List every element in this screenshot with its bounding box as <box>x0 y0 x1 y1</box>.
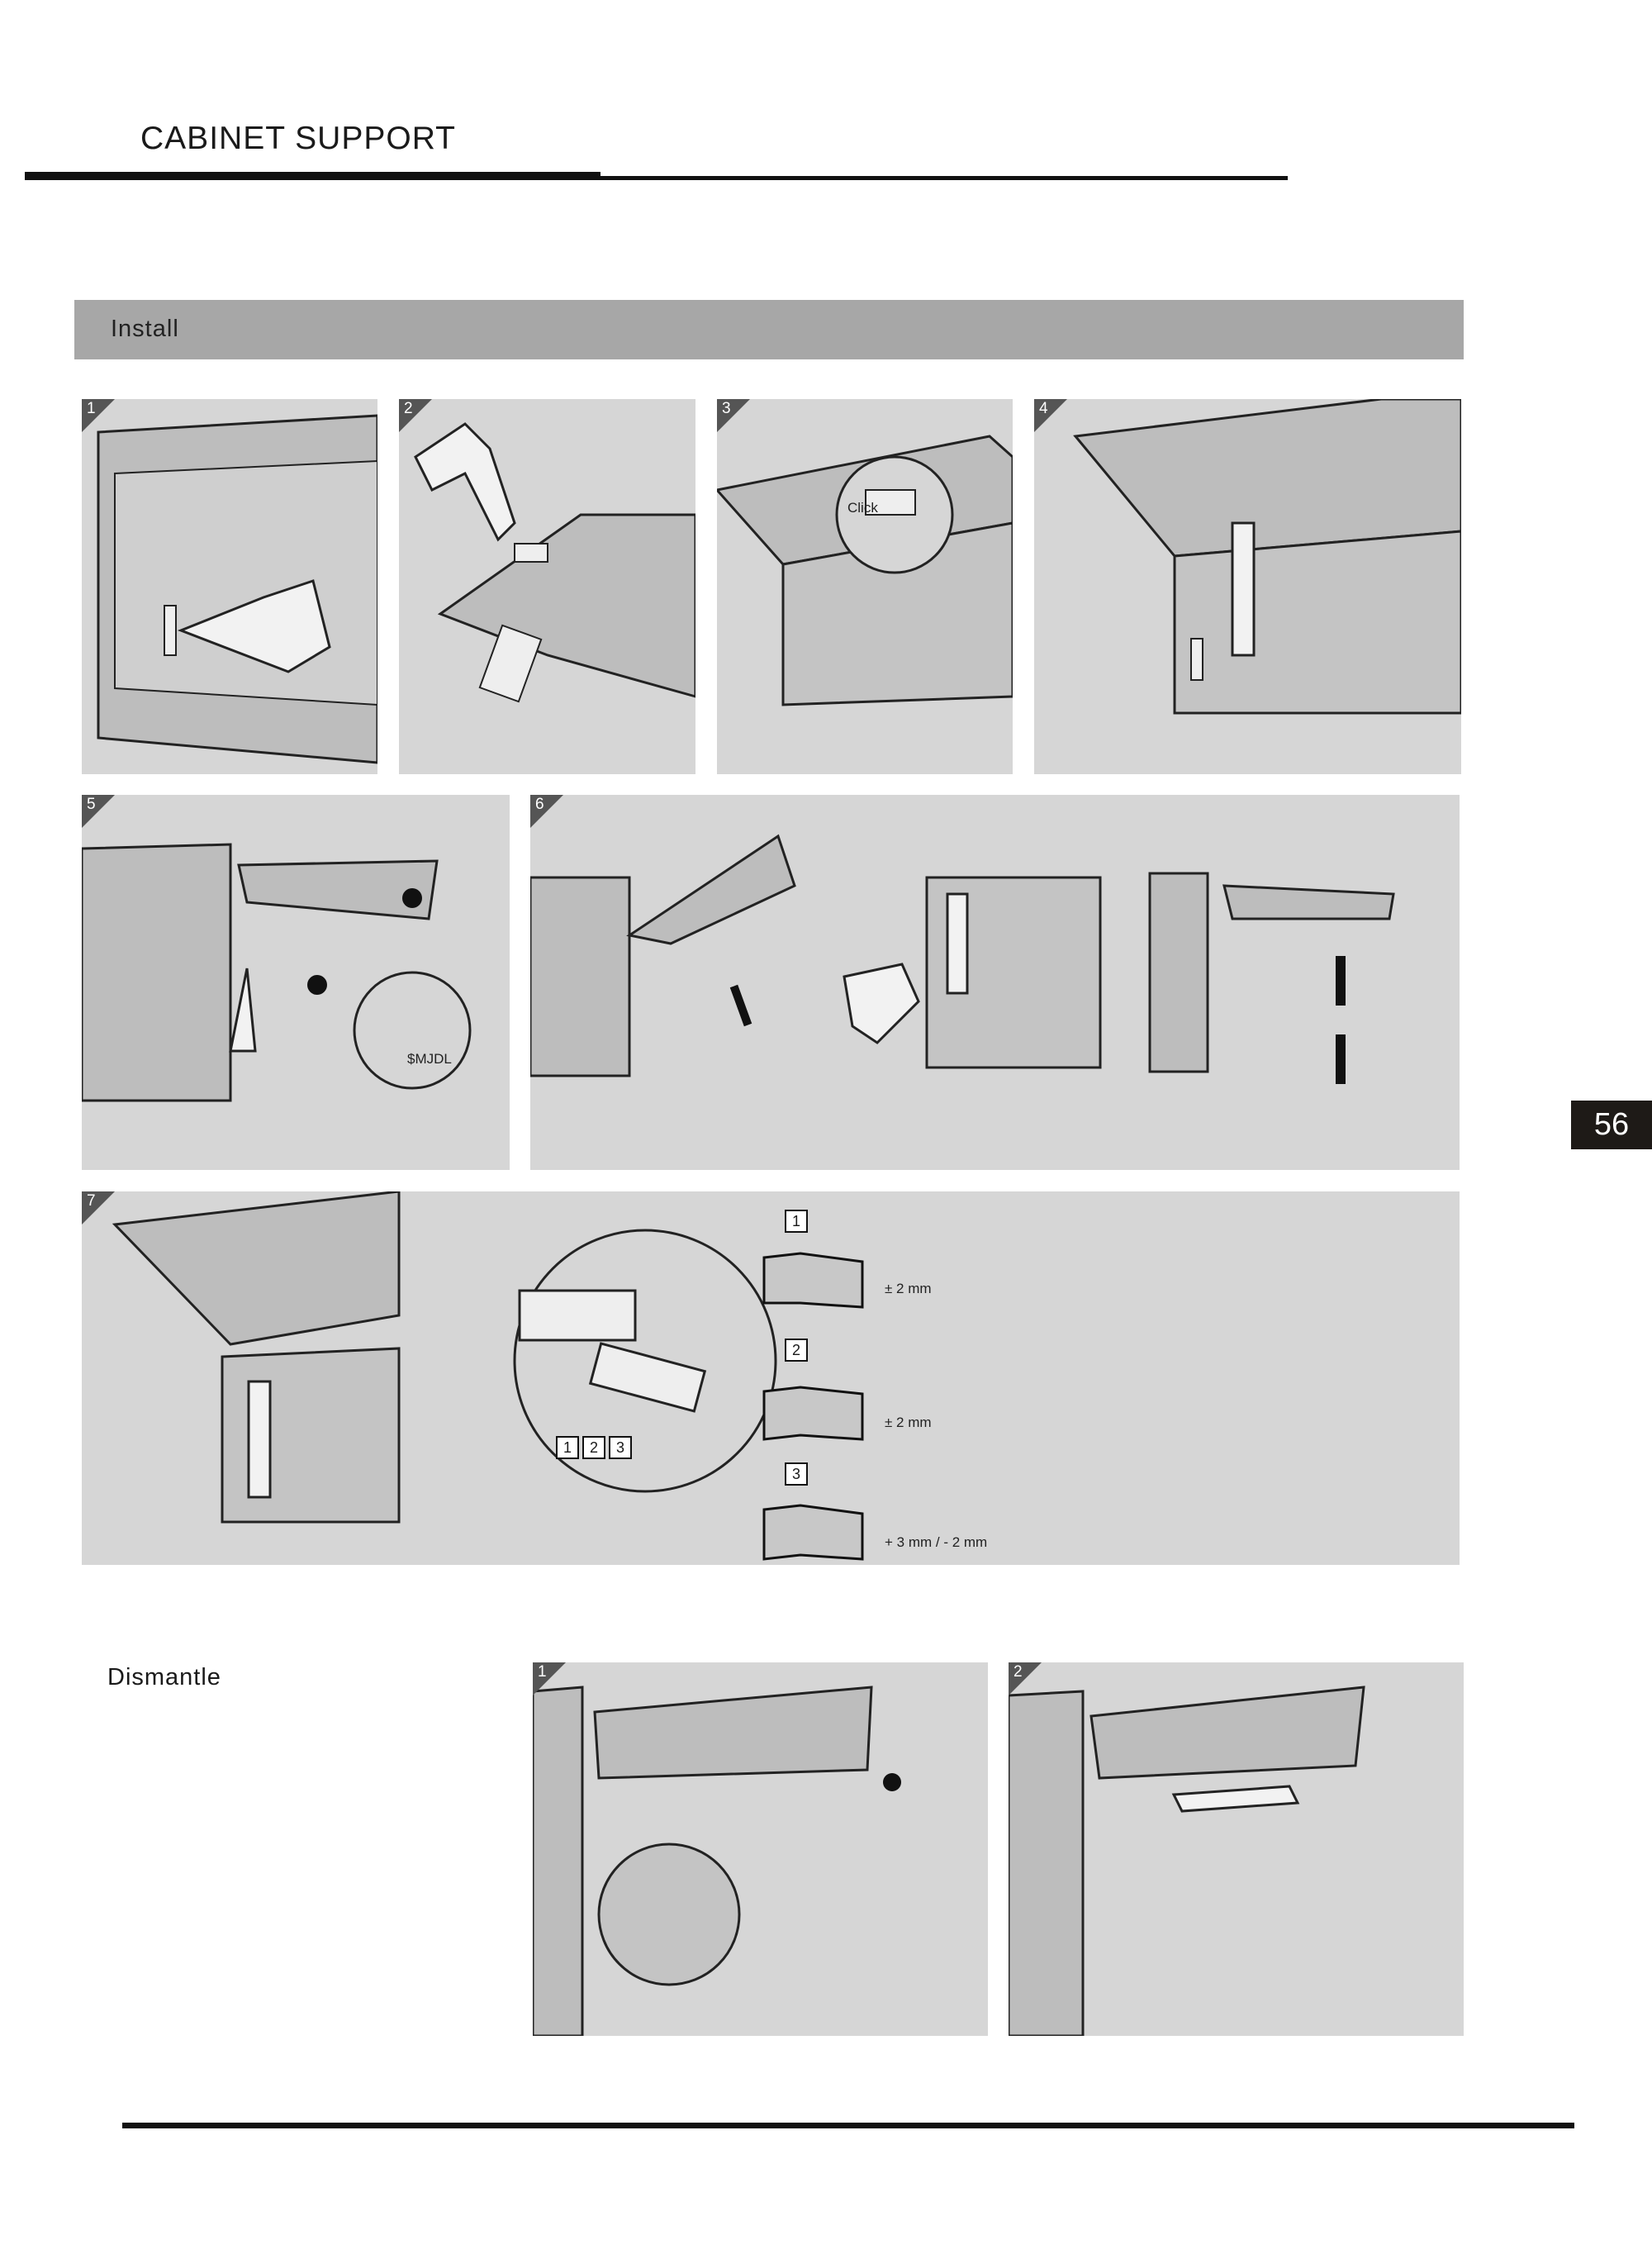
install-step-4 <box>1034 399 1461 774</box>
adjustment-2-value: ± 2 mm <box>885 1415 932 1430</box>
step-number: 1 <box>538 1663 547 1681</box>
step-number: 3 <box>722 400 731 417</box>
hinge-click-illustration <box>717 399 1013 774</box>
install-step-7 <box>82 1191 1460 1565</box>
step-number: 1 <box>87 400 96 417</box>
install-step-6 <box>530 795 1460 1170</box>
step-number: 6 <box>535 796 544 813</box>
hinge-adjustment-illustration <box>82 1191 1460 1565</box>
header-rule-thin <box>601 176 1288 180</box>
adjustment-1-number: 1 <box>785 1210 808 1233</box>
page-number-badge: 56 <box>1571 1101 1652 1149</box>
adjustment-3-value: + 3 mm / - 2 mm <box>885 1534 988 1550</box>
click-callout: Click <box>847 500 878 516</box>
drill-cabinet-side-illustration <box>82 399 377 774</box>
hinge-screw-2-label: 2 <box>582 1436 605 1459</box>
dismantle-label: Dismantle <box>107 1664 221 1690</box>
install-label: Install <box>111 316 179 342</box>
release-arm-illustration <box>533 1662 988 2036</box>
install-step-5 <box>82 795 510 1170</box>
install-step-2 <box>399 399 695 774</box>
drill-flap-hinge-illustration <box>399 399 695 774</box>
mount-support-arm-illustration <box>1034 399 1461 774</box>
hinge-screw-3-label: 3 <box>609 1436 632 1459</box>
dismantle-step-2 <box>1009 1662 1464 2036</box>
install-step-1 <box>82 399 377 774</box>
header-rule-thick <box>25 172 601 180</box>
install-section-header <box>74 300 1464 359</box>
adjustment-3-number: 3 <box>785 1462 808 1486</box>
adjustment-1-value: ± 2 mm <box>885 1281 932 1296</box>
footer-rule <box>122 2123 1574 2128</box>
step-number: 7 <box>87 1192 96 1210</box>
adjustment-2-number: 2 <box>785 1339 808 1362</box>
adjust-tension-illustration <box>530 795 1460 1170</box>
step-number: 4 <box>1039 400 1048 417</box>
hinge-screw-1-label: 1 <box>556 1436 579 1459</box>
mjdl-callout: $MJDL <box>407 1051 452 1067</box>
page-title: CABINET SUPPORT <box>140 121 456 156</box>
attach-arm-to-flap-illustration <box>82 795 510 1170</box>
step-number: 2 <box>1014 1663 1023 1681</box>
dismantle-step-1 <box>533 1662 988 2036</box>
install-step-3 <box>717 399 1013 774</box>
step-number: 5 <box>87 796 96 813</box>
remove-arm-illustration <box>1009 1662 1464 2036</box>
step-number: 2 <box>404 400 413 417</box>
